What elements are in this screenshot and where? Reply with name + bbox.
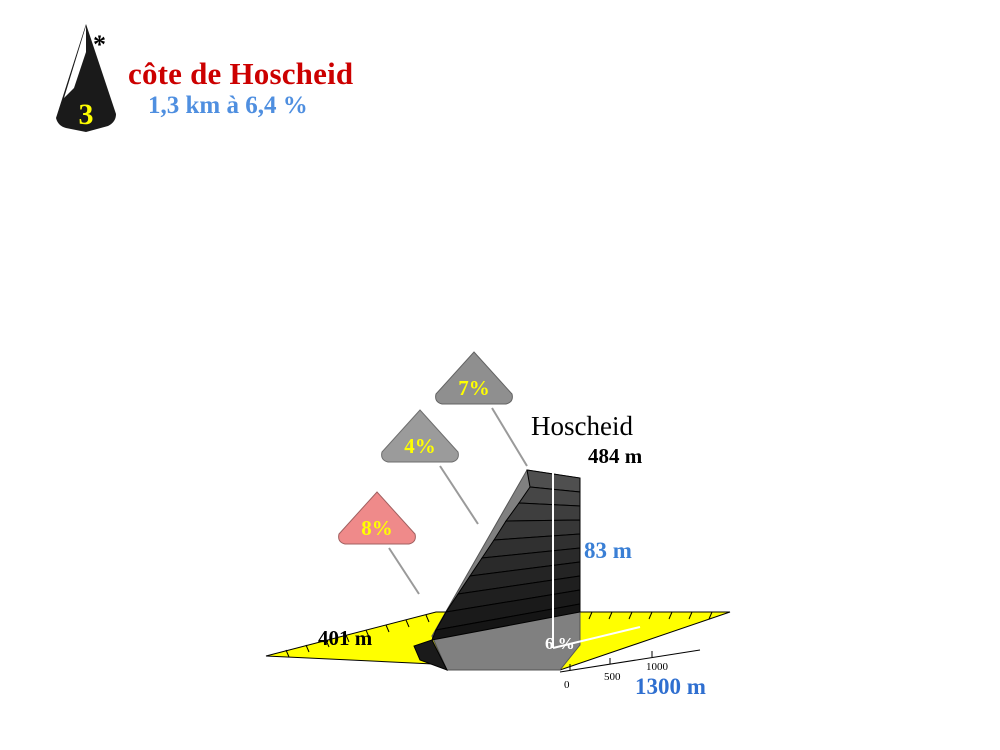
average-grade-label: 6 % — [545, 634, 575, 653]
axis-tick-1000: 1000 — [646, 661, 668, 673]
grade-callout-label: 7% — [458, 376, 490, 400]
badge-star-icon: * — [93, 30, 106, 59]
climb-stats-subtitle: 1,3 km à 6,4 % — [148, 92, 308, 119]
grade-callout-8 — [335, 490, 419, 548]
grade-callout-7 — [432, 350, 516, 408]
elevation-gain-label: 83 m — [584, 538, 632, 563]
summit-altitude-label: 484 m — [588, 444, 643, 468]
grade-callout-label: 8% — [361, 516, 393, 540]
total-distance-label: 1300 m — [635, 674, 706, 699]
grade-callout-4 — [378, 408, 462, 466]
badge-category-number: 3 — [78, 98, 94, 131]
grade-callout-label: 4% — [404, 434, 436, 458]
axis-tick-500: 500 — [604, 671, 621, 683]
page-title: côte de Hoscheid — [128, 56, 354, 91]
base-altitude-label: 401 m — [318, 626, 373, 650]
axis-tick-0: 0 — [564, 679, 570, 691]
summit-name-label: Hoscheid — [531, 411, 633, 441]
